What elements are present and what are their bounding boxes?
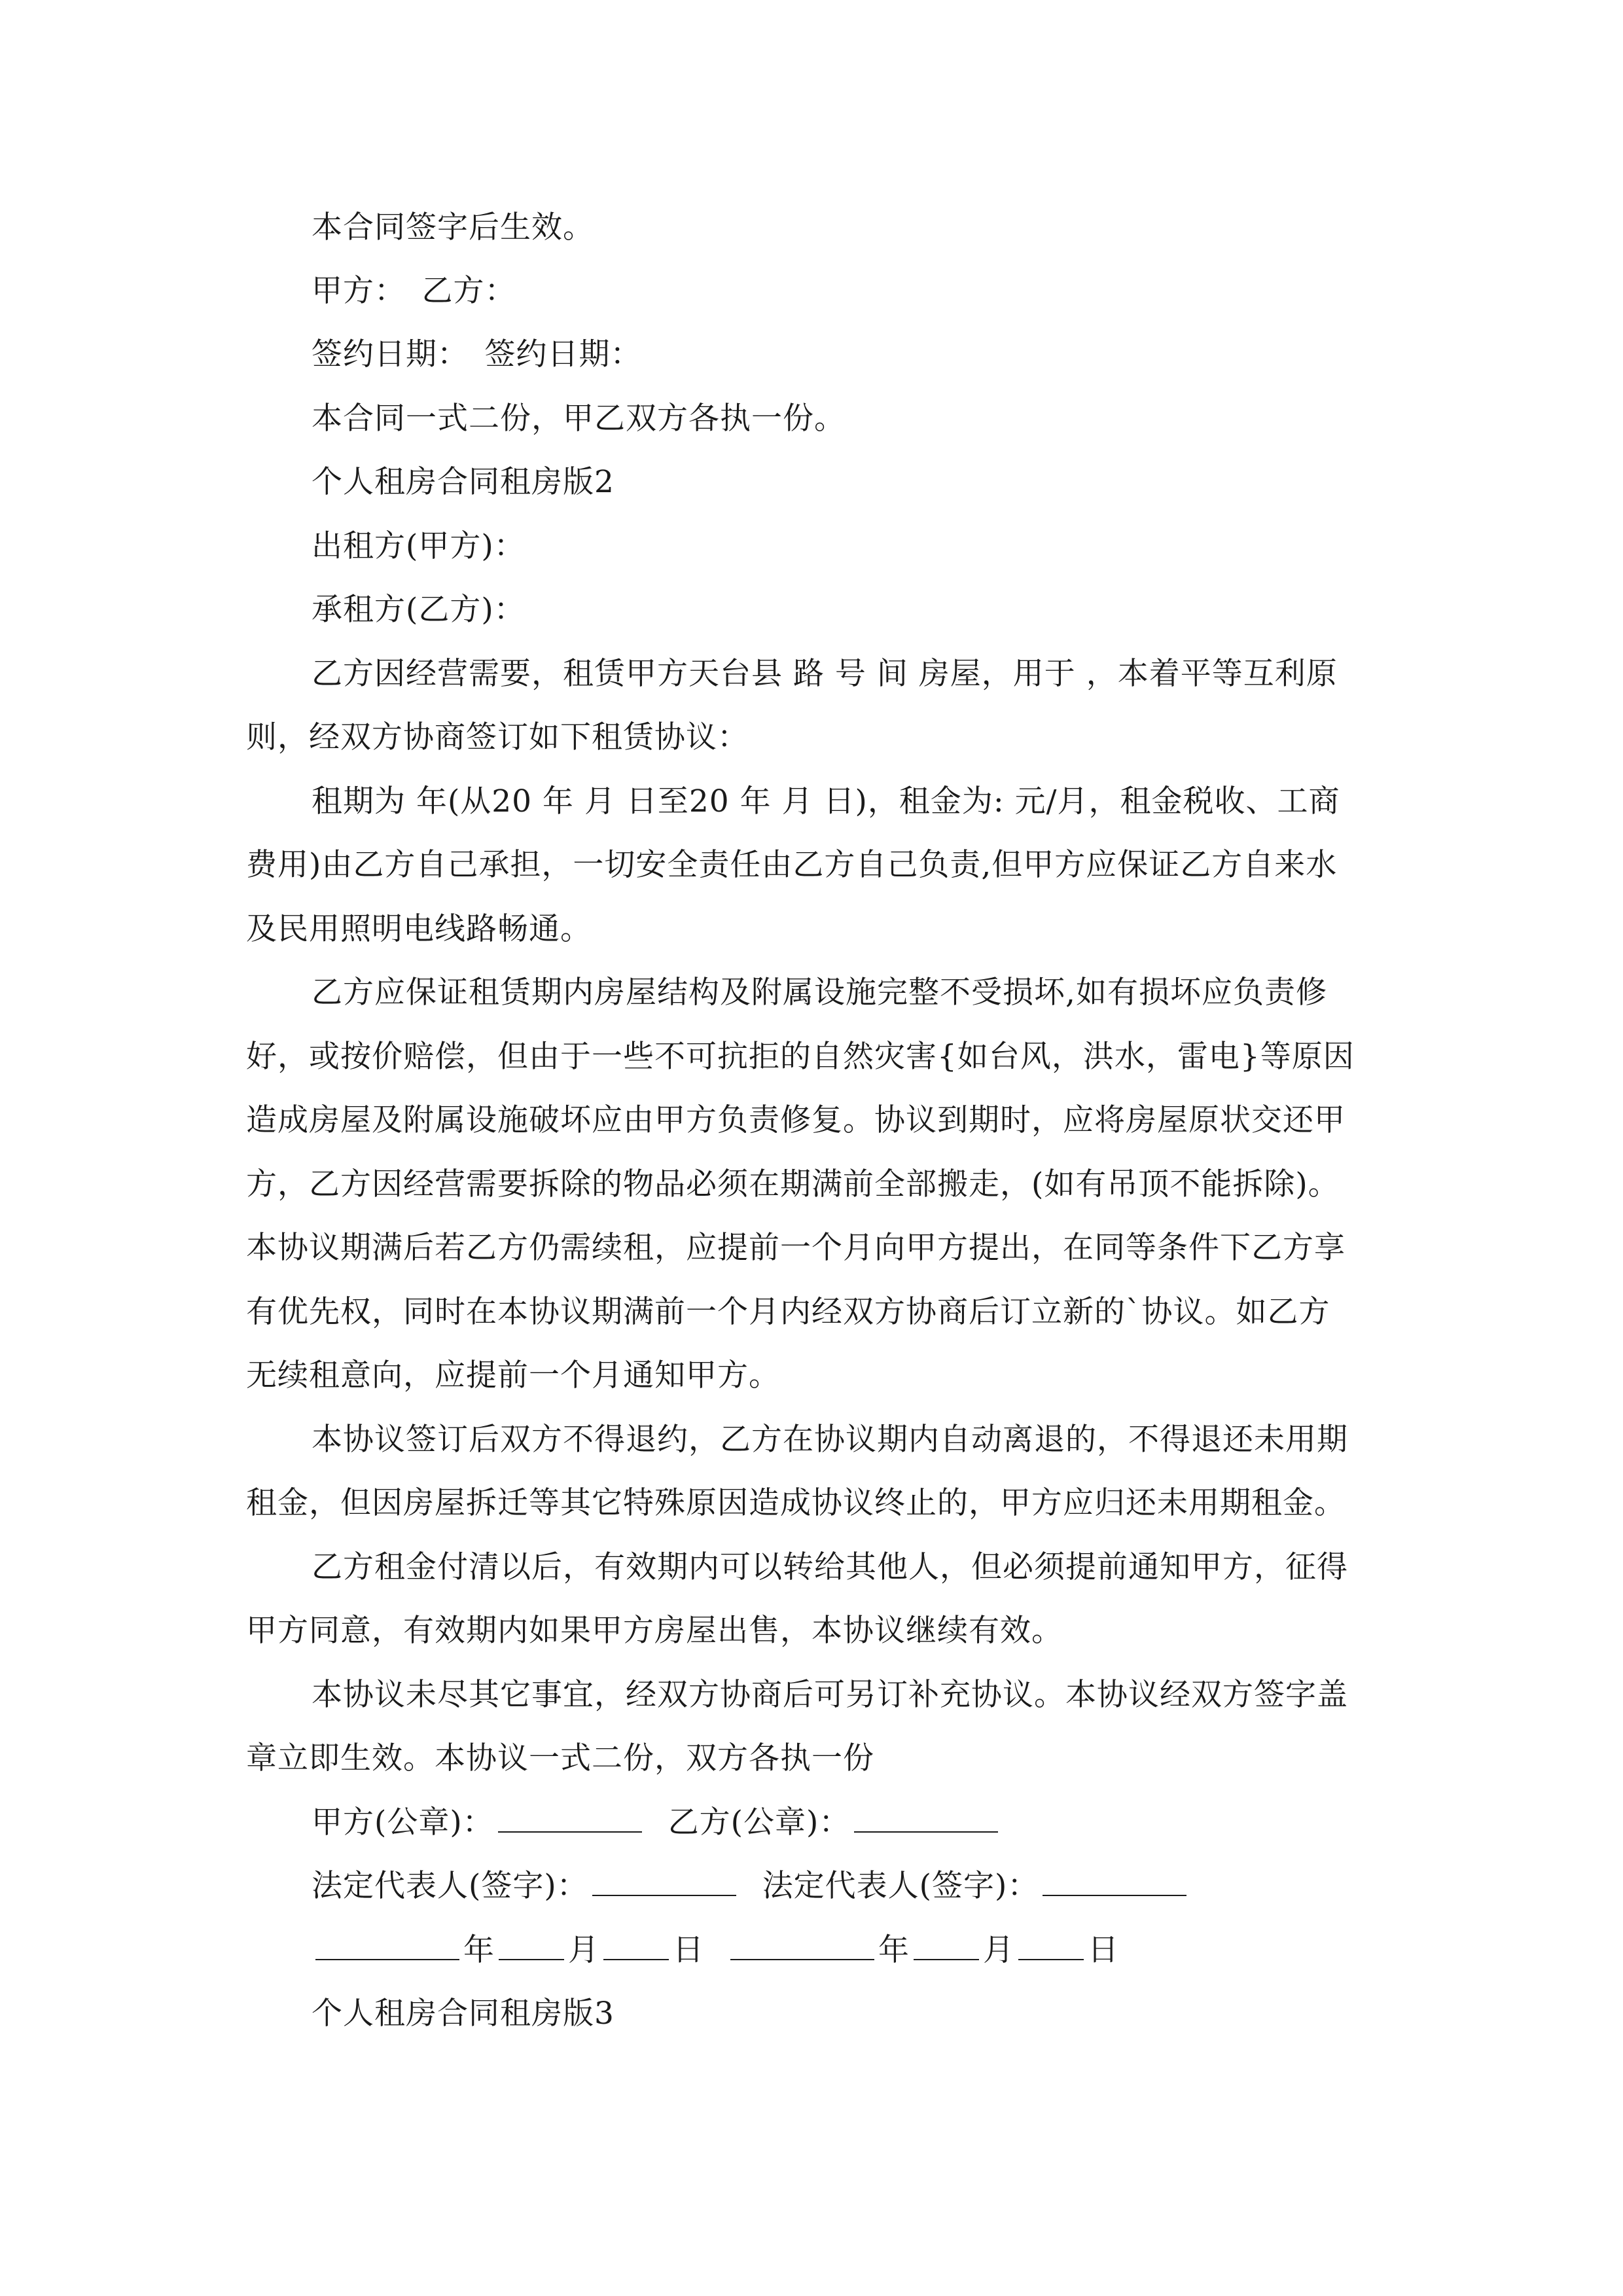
paragraph-line: 本协议签订后双方不得退约，乙方在协议期内自动离退的，不得退还未用期	[312, 1422, 1348, 1458]
month-label: 月	[983, 1932, 1014, 1968]
paragraph-line: 乙方因经营需要，租赁甲方天台县 路 号 间 房屋，用于 ，本着平等互利原	[312, 656, 1338, 692]
year-label: 年	[463, 1932, 495, 1968]
section-heading-2: 个人租房合同租房版2	[312, 464, 615, 500]
day-label: 日	[1088, 1932, 1119, 1968]
party-a-seal-blank	[498, 1805, 642, 1833]
year-label: 年	[878, 1932, 910, 1968]
effect-clause: 本合同签字后生效。	[312, 209, 594, 245]
paragraph-line: 租金，但因房屋拆迁等其它特殊原因造成协议终止的，甲方应归还未用期租金。	[246, 1485, 1346, 1521]
section-heading-3: 个人租房合同租房版3	[312, 1996, 615, 2032]
paragraph-line: 本协议期满后若乙方仍需续租，应提前一个月向甲方提出，在同等条件下乙方享	[246, 1230, 1346, 1266]
paragraph-line: 好，或按价赔偿，但由于一些不可抗拒的自然灾害{如台风，洪水，雷电}等原因	[246, 1039, 1355, 1075]
paragraph-line: 造成房屋及附属设施破坏应由甲方负责修复。协议到期时，应将房屋原状交还甲	[246, 1102, 1346, 1138]
representative-line	[312, 1867, 1190, 1906]
copies-clause: 本合同一式二份，甲乙双方各执一份。	[312, 401, 846, 437]
paragraph-line: 本协议未尽其它事宜，经双方协商后可另订补充协议。本协议经双方签字盖	[312, 1677, 1348, 1713]
month-blank-b	[914, 1933, 979, 1960]
party-b-seal-blank	[854, 1805, 998, 1833]
seal-line	[312, 1803, 1002, 1842]
paragraph-line: 章立即生效。本协议一式二份，双方各执一份	[246, 1740, 874, 1776]
rep-b-label: 法定代表人(签字)：	[762, 1868, 1039, 1904]
paragraph-line: 费用)由乙方自己承担，一切安全责任由乙方自己负责,但甲方应保证乙方自来水	[246, 847, 1338, 883]
party-b-seal-label: 乙方(公章)：	[668, 1804, 851, 1840]
rep-a-blank	[592, 1869, 736, 1896]
day-blank-b	[1018, 1933, 1084, 1960]
rep-a-label: 法定代表人(签字)：	[312, 1868, 588, 1904]
month-label: 月	[568, 1932, 599, 1968]
party-a-seal-label: 甲方(公章)：	[312, 1804, 494, 1840]
paragraph-line: 及民用照明电线路畅通。	[246, 911, 592, 947]
sign-date-line: 签约日期： 签约日期：	[312, 336, 642, 372]
paragraph-line: 无续租意向，应提前一个月通知甲方。	[246, 1357, 780, 1393]
lessee-line: 承租方(乙方)：	[312, 592, 526, 628]
lessor-line: 出租方(甲方)：	[312, 528, 526, 564]
day-label: 日	[673, 1932, 704, 1968]
month-blank-a	[499, 1933, 564, 1960]
paragraph-line: 乙方应保证租赁期内房屋结构及附属设施完整不受损坏,如有损坏应负责修	[312, 975, 1327, 1011]
paragraph-line: 甲方同意，有效期内如果甲方房屋出售，本协议继续有效。	[246, 1613, 1063, 1649]
paragraph-line: 方，乙方因经营需要拆除的物品必须在期满前全部搬走，(如有吊顶不能拆除)。	[246, 1166, 1340, 1202]
paragraph-line: 则，经双方协商签订如下租赁协议：	[246, 719, 749, 755]
paragraph-line: 有优先权，同时在本协议期满前一个月内经双方协商后订立新的`协议。如乙方	[246, 1294, 1330, 1330]
party-line: 甲方： 乙方：	[312, 273, 516, 309]
rep-b-blank	[1043, 1869, 1186, 1896]
year-blank-b	[730, 1933, 874, 1960]
day-blank-a	[603, 1933, 669, 1960]
paragraph-line: 租期为 年(从20 年 月 日至20 年 月 日)，租金为: 元/月，租金税收、工商	[312, 783, 1340, 819]
paragraph-line: 乙方租金付清以后，有效期内可以转给其他人，但必须提前通知甲方，征得	[312, 1549, 1348, 1585]
year-blank-a	[315, 1933, 459, 1960]
date-line	[312, 1931, 1119, 1970]
